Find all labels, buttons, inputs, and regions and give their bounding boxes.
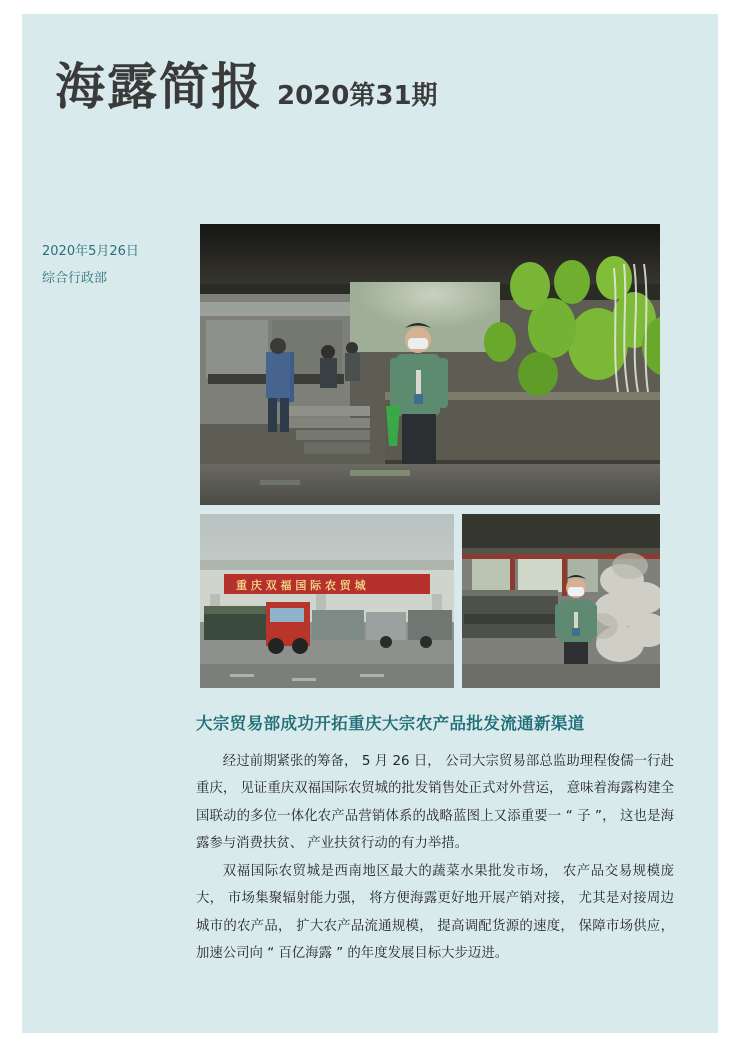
page-margin-bottom: [0, 1033, 740, 1047]
photo-main-image: [200, 224, 660, 505]
masthead-title: 海露简报: [55, 58, 263, 116]
meta-block: [42, 238, 139, 293]
page-margin-right: [718, 0, 740, 1047]
masthead: [55, 58, 438, 116]
article-paragraph: 双福国际农贸城是西南地区最大的蔬菜水果批发市场， 农产品交易规模庞大， 市场集聚辐射能力强， 将方便海露更好地开展产销对接， 尤其是对接周边城市的农产品， 扩大农产品流通规模， 提高调配货源的速度， 保障市场供应， 加速公司向 “ 百亿海露 ” 的年度发展目标大步迈进。: [196, 863, 674, 962]
page-margin-top: [0, 0, 740, 14]
article-headline: 大宗贸易部成功开拓重庆大宗农产品批发流通新渠道: [196, 714, 585, 733]
photo-right-image: [462, 514, 660, 688]
photo-right: [462, 514, 660, 688]
article-body: [196, 748, 674, 968]
photo-main: [200, 224, 660, 505]
photo-left: [200, 514, 454, 688]
svg-text:重 庆 双 福 国 际 农 贸 城: 重 庆 双 福 国 际 农 贸 城: [236, 579, 366, 592]
publishing-department: 综合行政部: [42, 271, 108, 287]
publication-date: 2020年5月26日: [42, 244, 139, 259]
masthead-issue: 2020第31期: [277, 81, 438, 111]
photo-left-image: [200, 514, 454, 688]
article-paragraph: 经过前期紧张的筹备， 5 月 26 日， 公司大宗贸易部总监助理程俊儒一行赴重庆， 见证重庆双福国际农贸城的批发销售处正式对外营运， 意味着海露构建全国联动的多位一体化农产品营销体系的战略蓝图上又添重要一 “ 子 ”， 这也是海露参与消费扶贫、 产业扶贫行动的有力举措。: [196, 754, 674, 852]
page-margin-left: [0, 0, 22, 1047]
